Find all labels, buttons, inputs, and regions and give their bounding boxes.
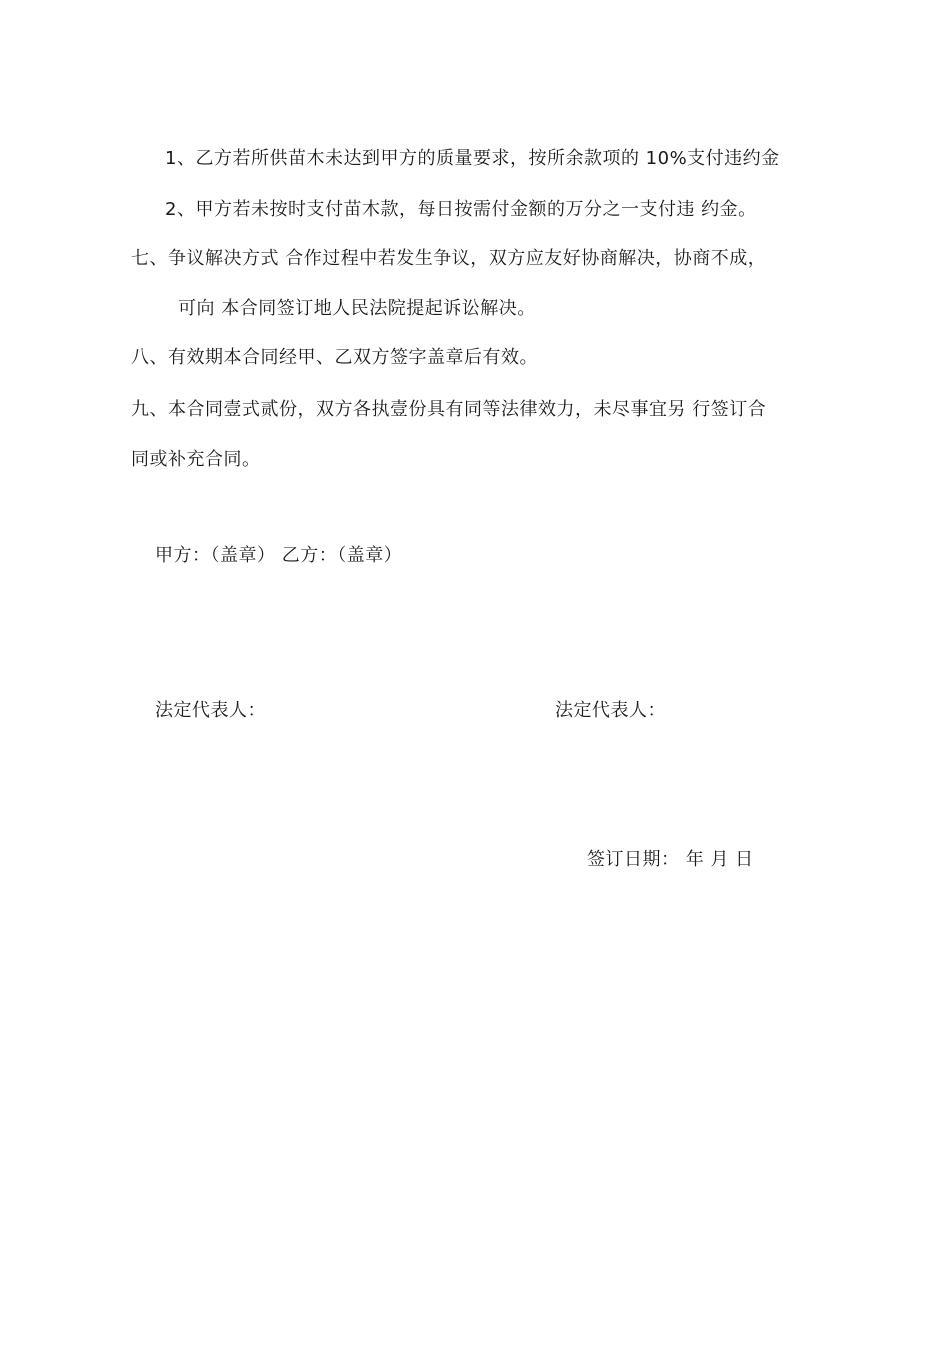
section-7-continuation: 可向 本合同签订地人民法院提起诉讼解决。 [178,298,536,319]
section-8-validity: 八、有效期本合同经甲、乙双方签字盖章后有效。 [131,347,538,368]
party-seal-line: 甲方：（盖章） 乙方：（盖章） [155,545,403,566]
clause-item-1: 1、乙方若所供苗木未达到甲方的质量要求，按所余款项的 10%支付违约金 [165,148,780,169]
signing-date: 签订日期： 年 月 日 [587,849,754,870]
section-9-copies: 九、本合同壹式贰份，双方各执壹份具有同等法律效力，未尽事宜另 行签订合 [131,399,767,420]
party-b-legal-representative: 法定代表人： [555,700,666,721]
clause-item-2: 2、甲方若未按时支付苗木款，每日按需付金额的万分之一支付违 约金。 [165,199,757,220]
section-7-dispute-resolution: 七、争议解决方式 合作过程中若发生争议，双方应友好协商解决，协商不成， [131,248,767,269]
party-a-legal-representative: 法定代表人： [155,700,266,721]
section-9-continuation: 同或补充合同。 [131,449,261,470]
